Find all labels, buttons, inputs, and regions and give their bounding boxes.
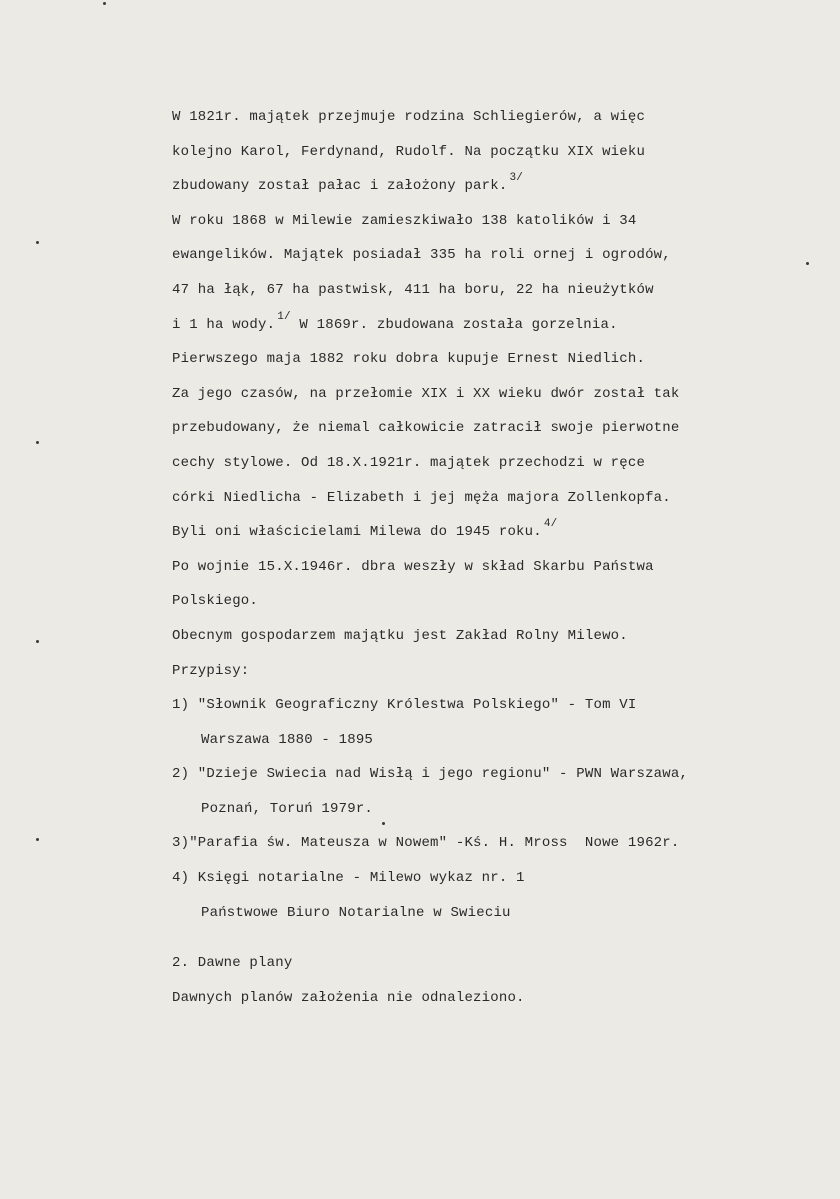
- footnote-item: [172, 757, 802, 792]
- section-heading: [172, 946, 802, 981]
- line-text: 2) "Dzieje Swiecia nad Wisłą i jego regionu" - PWN Warszawa,: [172, 766, 689, 783]
- ink-speck: [36, 640, 39, 643]
- line-text: 3)"Parafia św. Mateusza w Nowem" -Kś. H. Mross Nowe 1962r.: [172, 835, 680, 852]
- footnote-item: [172, 688, 802, 723]
- text-line: [172, 308, 802, 343]
- line-text: przebudowany, że niemal całkowicie zatracił swoje pierwotne: [172, 420, 680, 437]
- footnote-item: [172, 826, 802, 861]
- line-text: Po wojnie 15.X.1946r. dbra weszły w skład Skarbu Państwa: [172, 558, 654, 575]
- line-text: kolejno Karol, Ferdynand, Rudolf. Na początku XIX wieku: [172, 143, 646, 160]
- text-line: [172, 204, 802, 239]
- line-text: Poznań, Toruń 1979r.: [201, 800, 374, 817]
- line-text: córki Niedlicha - Elizabeth i jej męża majora Zollenkopfa.: [172, 489, 671, 506]
- text-line: [172, 238, 802, 273]
- ink-speck: [103, 2, 106, 5]
- text-line: [172, 619, 802, 654]
- line-text: 4) Księgi notarialne - Milewo wykaz nr. 1: [172, 870, 525, 887]
- line-text-continued: W 1869r. zbudowana została gorzelnia.: [290, 316, 618, 333]
- footnote-item-continued: [172, 896, 802, 931]
- line-text: W 1821r. majątek przejmuje rodzina Schliegierów, a więc: [172, 109, 646, 125]
- ink-speck: [36, 441, 39, 444]
- footnotes-heading: [172, 654, 802, 689]
- line-text: cechy stylowe. Od 18.X.1921r. majątek przechodzi w ręce: [172, 454, 646, 471]
- ink-speck: [36, 241, 39, 244]
- text-line: [172, 550, 802, 585]
- footnote-item-continued: [172, 792, 802, 827]
- line-text: ewangelików. Majątek posiadał 335 ha roli ornej i ogrodów,: [172, 247, 671, 264]
- text-line: [172, 342, 802, 377]
- text-line: [172, 411, 802, 446]
- text-line: [172, 515, 802, 550]
- footnote-ref: 3/: [509, 172, 524, 185]
- text-line: [172, 377, 802, 412]
- footnote-ref: 1/: [277, 310, 291, 323]
- line-text: i 1 ha wody.: [172, 316, 276, 333]
- text-line: [172, 446, 802, 481]
- text-line: [172, 481, 802, 516]
- line-text: Polskiego.: [172, 593, 259, 610]
- text-line: [172, 981, 802, 1016]
- line-text: Za jego czasów, na przełomie XIX i XX wieku dwór został tak: [172, 385, 680, 402]
- line-text: zbudowany został pałac i założony park.: [172, 178, 508, 195]
- text-line: [172, 135, 802, 170]
- line-text: Przypisy:: [172, 662, 250, 679]
- line-text: 2. Dawne plany: [172, 955, 293, 972]
- text-line: [172, 273, 802, 308]
- line-text: W roku 1868 w Milewie zamieszkiwało 138 katolików i 34: [172, 212, 637, 229]
- footnote-item: [172, 861, 802, 896]
- line-text: Dawnych planów założenia nie odnaleziono.: [172, 989, 525, 1006]
- text-line: [172, 100, 802, 135]
- line-text: Państwowe Biuro Notarialne w Swieciu: [201, 904, 511, 921]
- footnote-ref: 4/: [543, 518, 558, 531]
- line-text: Obecnym gospodarzem majątku jest Zakład Rolny Milewo.: [172, 627, 628, 644]
- typed-text-body: [172, 100, 802, 1015]
- line-text: Byli oni właścicielami Milewa do 1945 roku.: [172, 524, 542, 541]
- ink-speck: [36, 838, 39, 841]
- line-text: 47 ha łąk, 67 ha pastwisk, 411 ha boru, 22 ha nieużytków: [172, 281, 654, 298]
- text-line: [172, 169, 802, 204]
- line-text: Pierwszego maja 1882 roku dobra kupuje Ernest Niedlich.: [172, 351, 646, 368]
- ink-speck: [806, 262, 809, 265]
- line-text: 1) "Słownik Geograficzny Królestwa Polskiego" - Tom VI: [172, 697, 637, 714]
- text-line: [172, 584, 802, 619]
- footnote-item-continued: [172, 723, 802, 758]
- line-text: Warszawa 1880 - 1895: [201, 731, 374, 748]
